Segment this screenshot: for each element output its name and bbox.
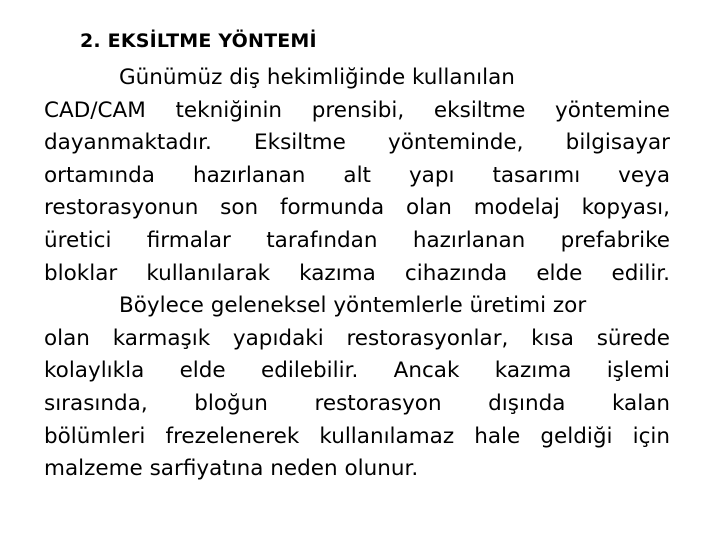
- text-line: malzeme sarfiyatına neden olunur.: [44, 456, 419, 482]
- text-line: ortamında hazırlanan alt yapı tasarımı veya: [44, 162, 670, 188]
- section-heading: 2. EKSİLTME YÖNTEMİ: [80, 30, 317, 52]
- paragraph-2: [44, 290, 670, 486]
- text-line: sırasında, bloğun restorasyon dışında kalan: [44, 390, 670, 416]
- text-line: üretici firmalar tarafından hazırlanan prefabrike: [44, 227, 670, 253]
- text-line: CAD/CAM tekniğinin prensibi, eksiltme yöntemine: [44, 97, 670, 123]
- paragraph-1: [44, 62, 670, 290]
- text-line: kolaylıkla elde edilebilir. Ancak kazıma işlemi: [44, 358, 670, 384]
- text-line: bloklar kullanılarak kazıma cihazında elde edilir.: [44, 260, 670, 286]
- text-line: bölümleri frezelenerek kullanılamaz hale geldiği için: [44, 423, 670, 449]
- text-line: Günümüz diş hekimliğinde kullanılan: [119, 65, 515, 90]
- text-line: restorasyonun son formunda olan modelaj kopyası,: [44, 195, 670, 221]
- text-line: olan karmaşık yapıdaki restorasyonlar, kısa sürede: [44, 325, 670, 351]
- text-line: dayanmaktadır. Eksiltme yönteminde, bilgisayar: [44, 130, 670, 156]
- text-line: Böylece geleneksel yöntemlerle üretimi zor: [119, 293, 587, 319]
- body-text: [44, 62, 670, 486]
